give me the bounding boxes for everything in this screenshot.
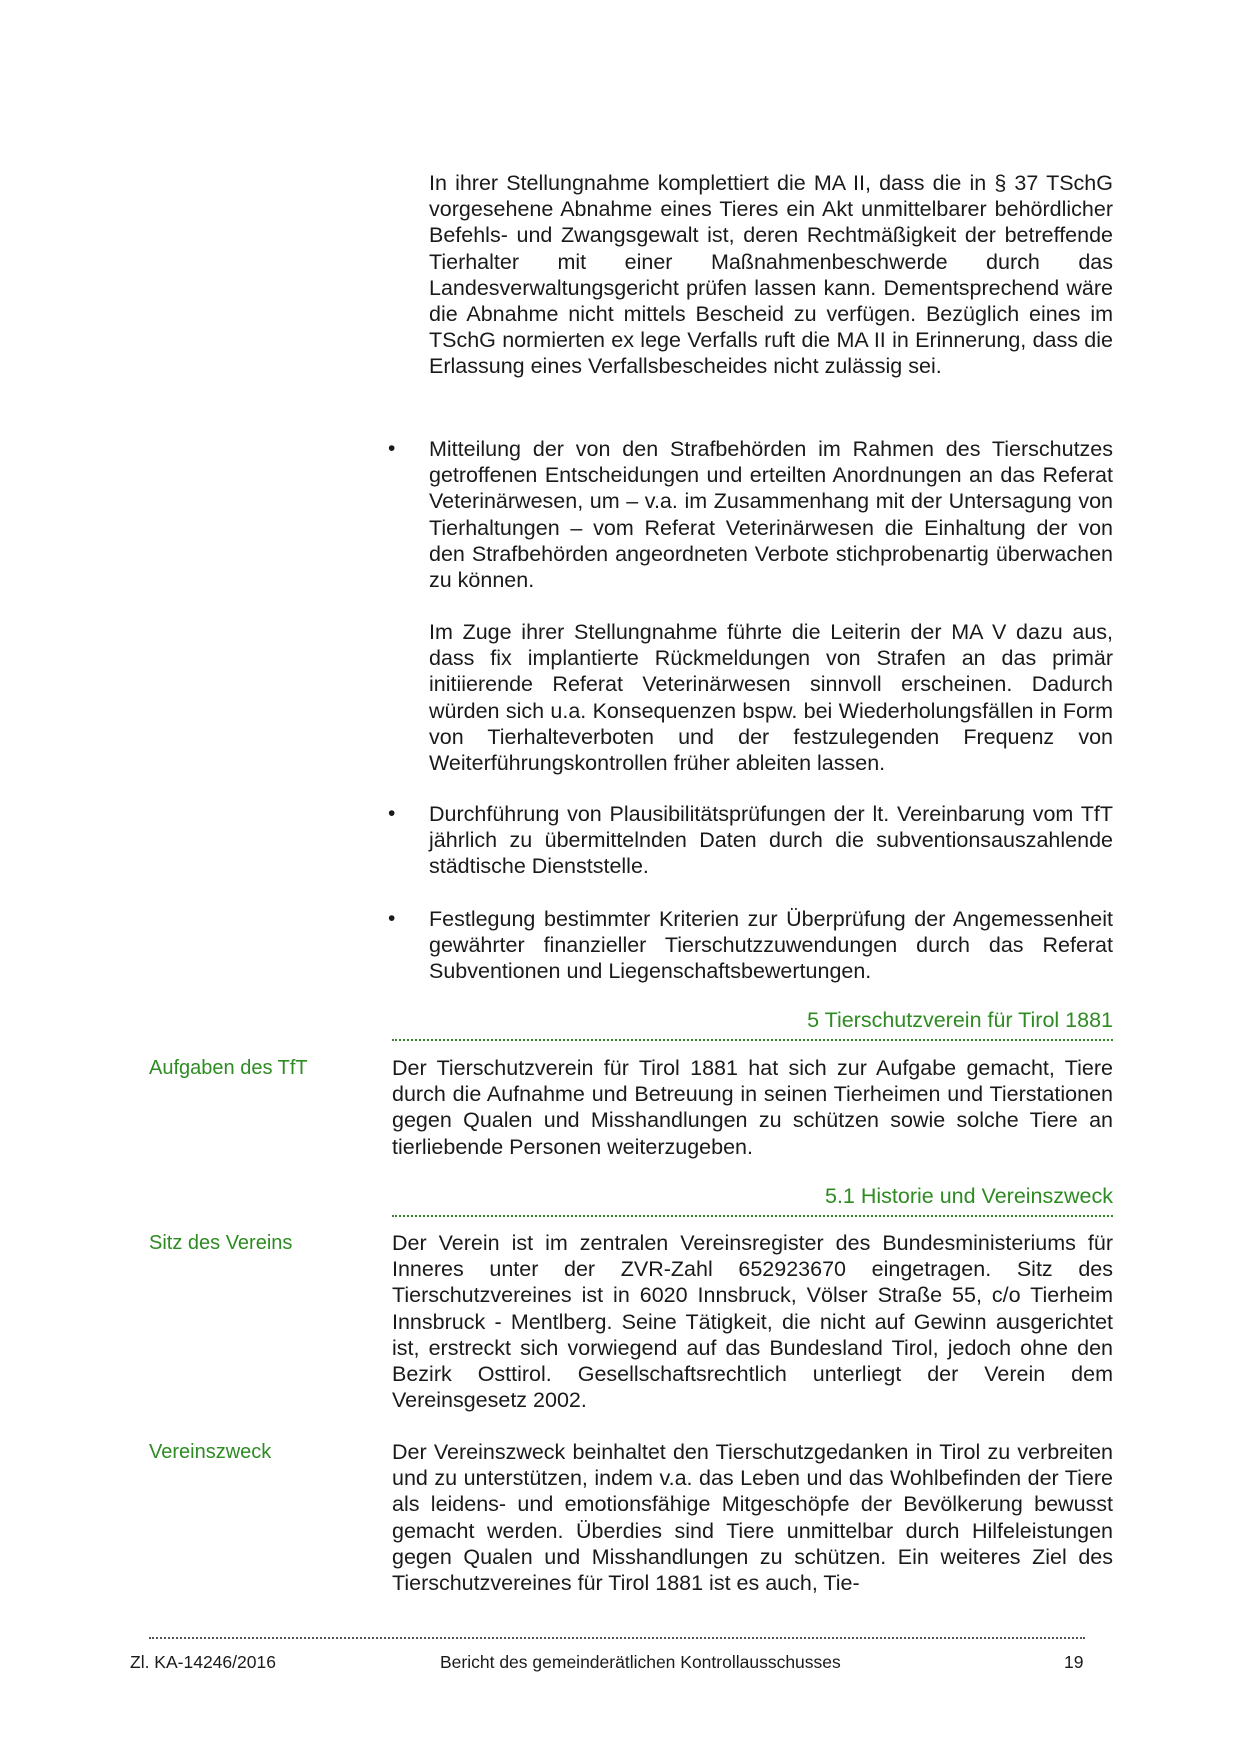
paragraph-sitz: Der Verein ist im zentralen Vereinsregister des Bundesministeriums für Inneres unter der ZVR-Zahl 652923670 eingetragen. Sitz des Tierschutzvereines ist in 6020 Innsbruck, Völser Straße 55, c/o Tierheim Innsbruck - Mentlberg. Seine Tätigkeit, die nicht auf Gewinn ausgerichtet ist, erstreckt sich vorwiegend auf das Bundesland Tirol, jedoch ohne den Bezirk Osttirol. Gesellschaftsrechtlich unterliegt der Verein dem Vereinsgesetz 2002. [392,1231,1113,1413]
paragraph-ma2-statement: In ihrer Stellungnahme komplettiert die MA II, dass die in § 37 TSchG vorgesehene Abnahme eines Tieres ein Akt unmittelbarer behördlicher Befehls- und Zwangsgewalt ist, deren Rechtmäßigkeit der betreffende Tierhalter mit einer Maßnahmenbeschwerde durch das Landesverwaltungsgericht prüfen lassen kann. Dementsprechend wäre die Abnahme nicht mittels Bescheid zu verfügen. Bezüglich eines im TSchG normierten ex lege Verfalls ruft die MA II in Erinnerung, dass die Erlassung eines Verfallsbescheides nicht zulässig sei. [429,171,1113,379]
section-heading-5-1: 5.1 Historie und Vereinszweck [392,1182,1113,1217]
sidenote-sitz: Sitz des Vereins [149,1232,293,1254]
bullet-marker: • [388,437,396,460]
footer-divider [149,1637,1085,1639]
paragraph-vereinszweck: Der Vereinszweck beinhaltet den Tierschutzgedanken in Tirol zu verbreiten und zu unterstützen, indem v.a. das Leben und das Wohlbefinden der Tiere als leidens- und emotionsfähige Mitgeschöpfe der Bevölkerung bewusst gemacht werden. Überdies sind Tiere unmittelbar durch Hilfeleistungen gegen Qualen und Misshandlungen zu schützen. Ein weiteres Ziel des Tierschutzvereines für Tirol 1881 ist es auch, Tie- [392,1440,1113,1596]
sidenote-aufgaben: Aufgaben des TfT [149,1057,308,1079]
page-number: 19 [1064,1652,1084,1672]
sidenote-zweck: Vereinszweck [149,1441,272,1463]
section-heading-5: 5 Tierschutzverein für Tirol 1881 [392,1006,1113,1041]
bullet-item-mitteilung: Mitteilung der von den Strafbehörden im Rahmen des Tierschutzes getroffenen Entscheidungen und erteilten Anordnungen an das Referat Veterinärwesen, um – v.a. im Zusammenhang mit der Untersagung von Tierhaltungen – vom Referat Veterinärwesen die Einhaltung der von den Strafbehörden angeordneten Verbote stichprobenartig überwachen zu können. [429,437,1113,593]
bullet-item-kriterien: Festlegung bestimmter Kriterien zur Überprüfung der Angemessenheit gewährter finanzieller Tierschutzzuwendungen durch das Referat Subventionen und Liegenschaftsbewertungen. [429,907,1113,984]
paragraph-ma5-statement: Im Zuge ihrer Stellungnahme führte die Leiterin der MA V dazu aus, dass fix implantierte Rückmeldungen von Strafen an das primär initiierende Referat Veterinärwesen sinnvoll erscheinen. Dadurch würden sich u.a. Konsequenzen bspw. bei Wiederholungsfällen in Form von Tierhalteverboten und der festzulegenden Frequenz von Weiterführungskontrollen früher ableiten lassen. [429,620,1113,776]
bullet-marker: • [388,907,396,930]
bullet-marker: • [388,802,396,825]
footer-reference: Zl. KA-14246/2016 [130,1652,276,1672]
footer-title: Bericht des gemeinderätlichen Kontrollausschusses [440,1652,841,1672]
bullet-item-plausibilitaet: Durchführung von Plausibilitätsprüfungen der lt. Vereinbarung vom TfT jährlich zu übermittelnden Daten durch die subventionsauszahlende städtische Dienststelle. [429,802,1113,879]
paragraph-aufgaben: Der Tierschutzverein für Tirol 1881 hat sich zur Aufgabe gemacht, Tiere durch die Aufnahme und Betreuung in seinen Tierheimen und Tierstationen gegen Qualen und Misshandlungen zu schützen sowie solche Tiere an tierliebende Personen weiterzugeben. [392,1056,1113,1159]
